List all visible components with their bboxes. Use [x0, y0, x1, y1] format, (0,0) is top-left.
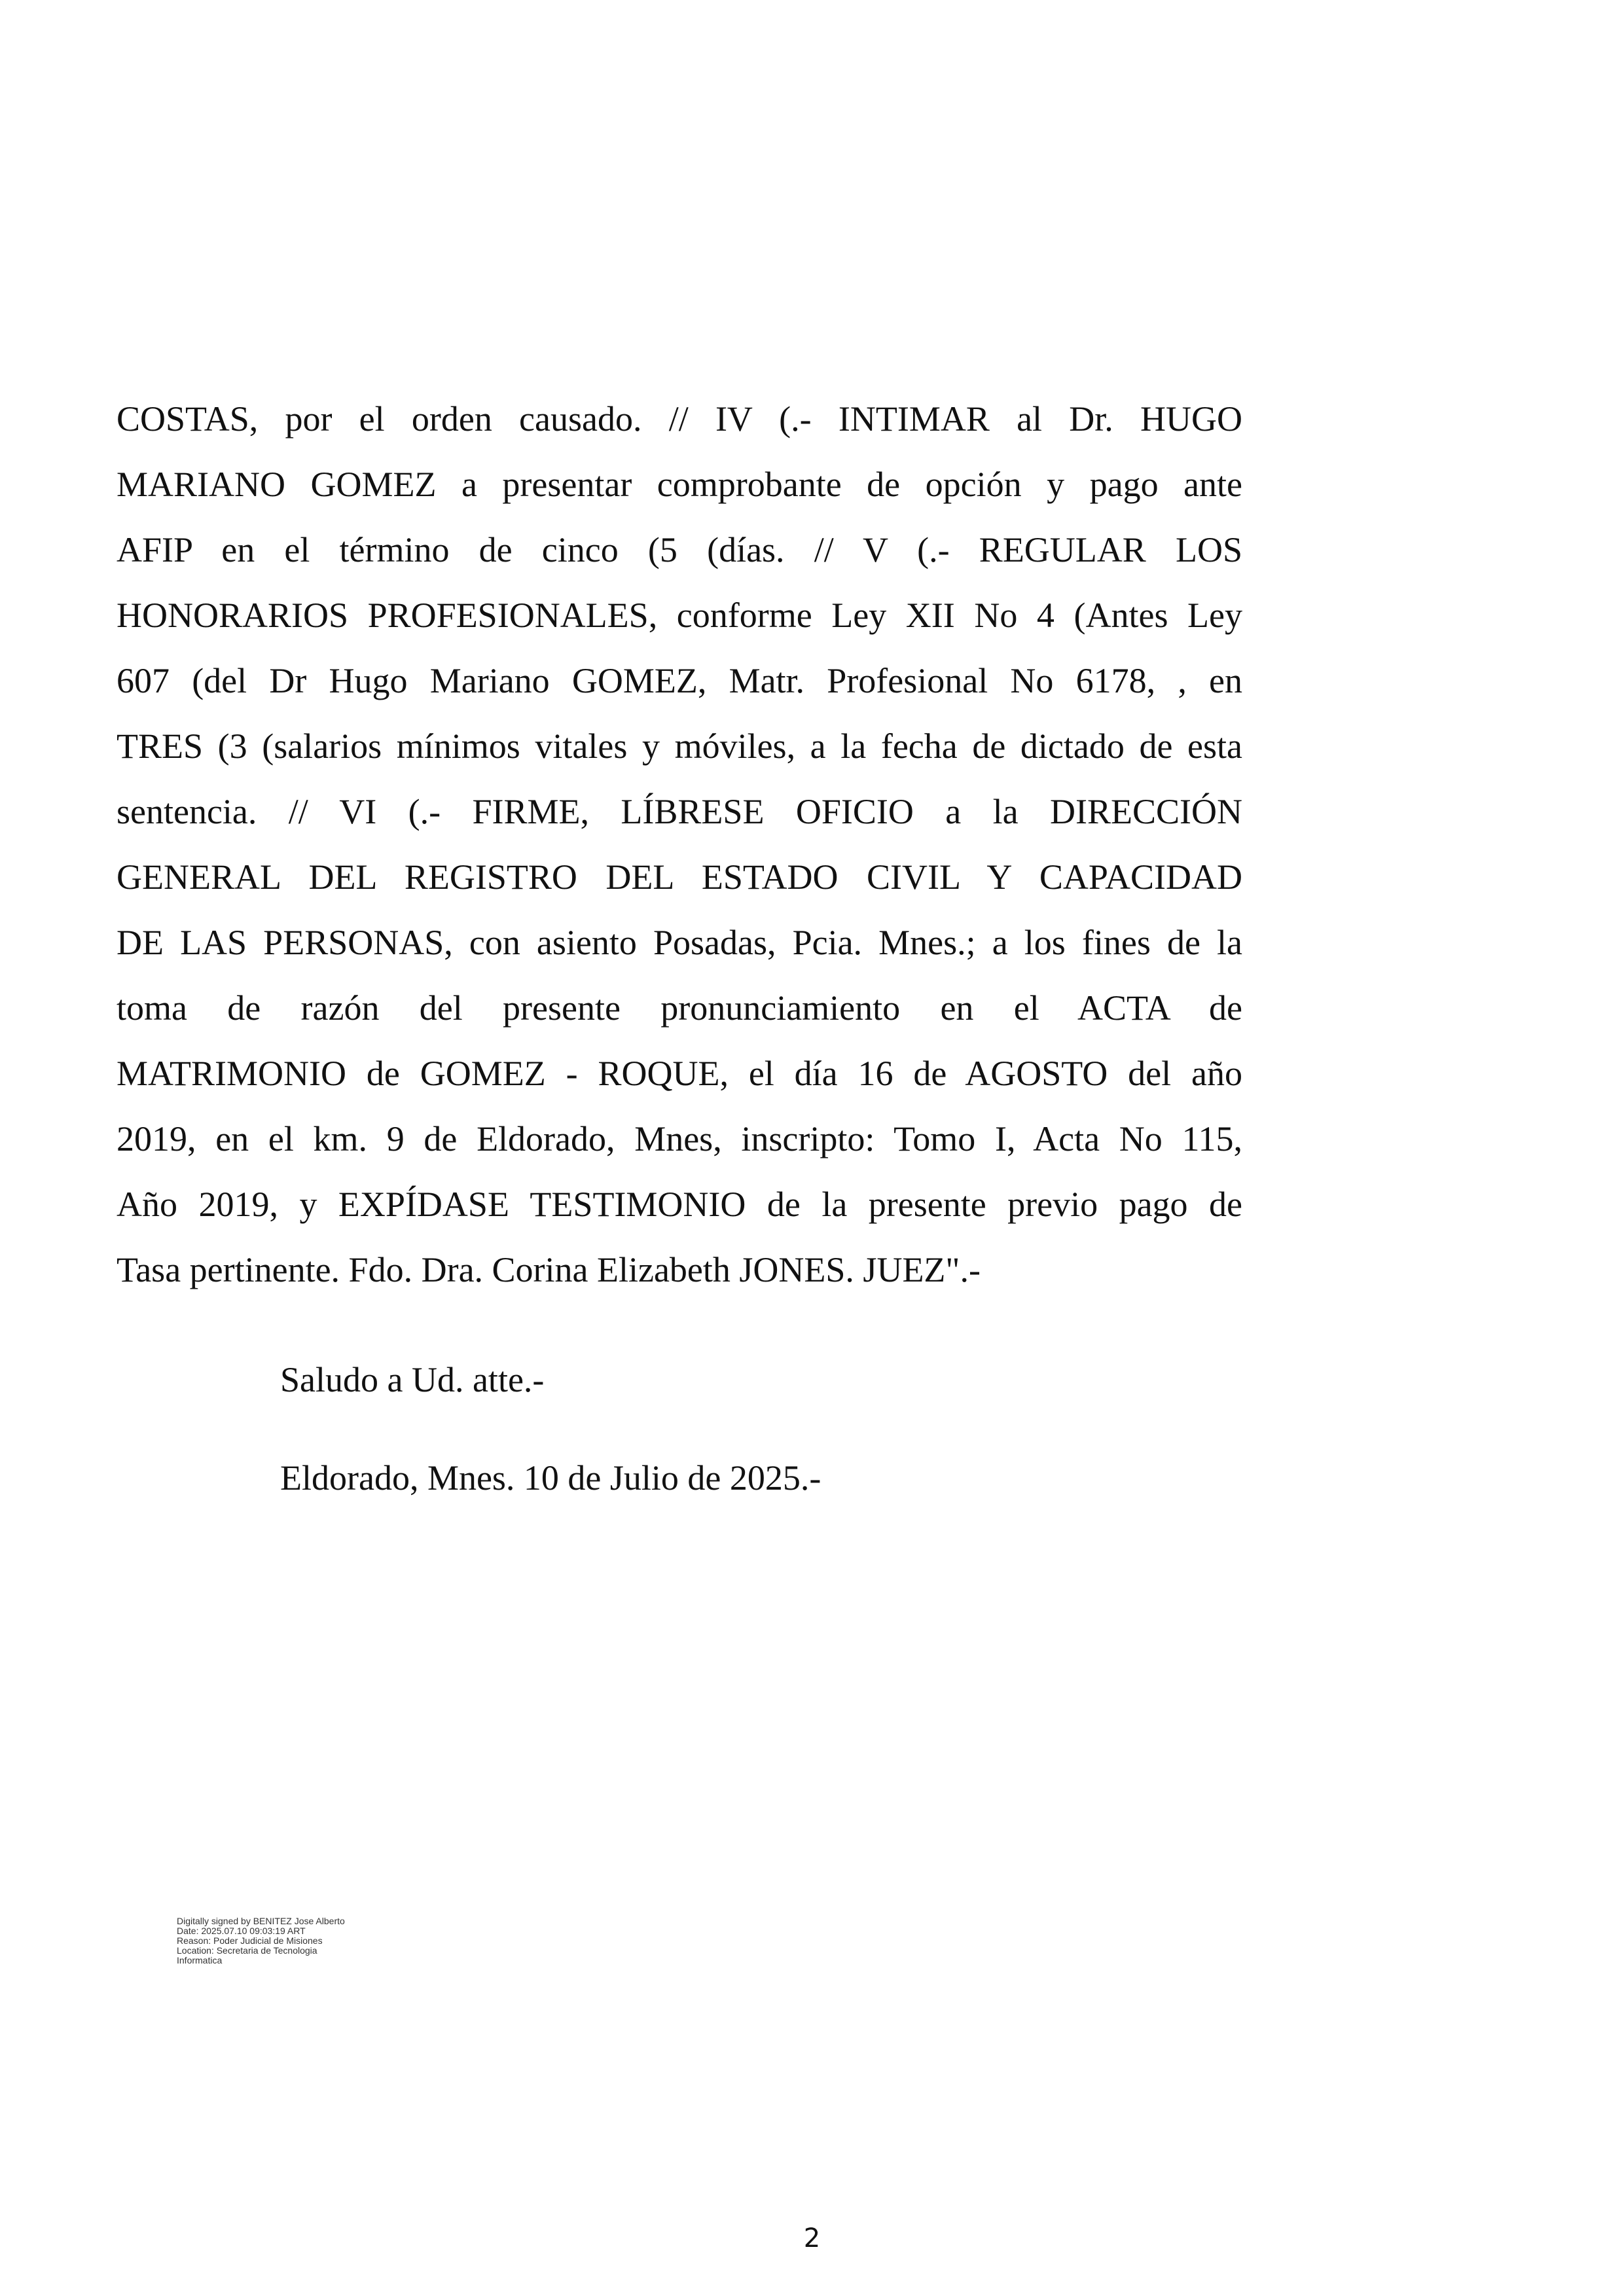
text-line: toma de razón del presente pronunciamiento en el ACTA de: [117, 988, 1242, 1028]
signature-location-continued: Informatica: [177, 1955, 223, 1965]
text-line: DE LAS PERSONAS, con asiento Posadas, Pcia. Mnes.; a los fines de la: [117, 923, 1242, 962]
text-line: sentencia. // VI (.- FIRME, LÍBRESE OFICIO a la DIRECCIÓN: [117, 792, 1242, 831]
text-line: 607 (del Dr Hugo Mariano GOMEZ, Matr. Profesional No 6178, , en: [117, 661, 1242, 700]
text-line: 2019, en el km. 9 de Eldorado, Mnes, inscripto: Tomo I, Acta No 115,: [117, 1119, 1242, 1158]
digital-signature-block: [177, 1916, 345, 1965]
text-line: GENERAL DEL REGISTRO DEL ESTADO CIVIL Y CAPACIDAD: [117, 857, 1242, 897]
signature-date: Date: 2025.07.10 09:03:19 ART: [177, 1926, 306, 1936]
text-line: COSTAS, por el orden causado. // IV (.- INTIMAR al Dr. HUGO: [117, 399, 1242, 439]
signature-reason: Reason: Poder Judicial de Misiones: [177, 1935, 323, 1946]
page-number: 2: [803, 2223, 821, 2253]
closing-greeting: Saludo a Ud. atte.-: [280, 1360, 545, 1399]
place-and-date: Eldorado, Mnes. 10 de Julio de 2025.-: [280, 1458, 821, 1498]
text-line: Tasa pertinente. Fdo. Dra. Corina Elizabeth JONES. JUEZ".-: [117, 1250, 981, 1289]
text-line: MARIANO GOMEZ a presentar comprobante de opción y pago ante: [117, 465, 1242, 504]
text-line: MATRIMONIO de GOMEZ - ROQUE, el día 16 de AGOSTO del año: [117, 1054, 1242, 1093]
signature-signer: Digitally signed by BENITEZ Jose Alberto: [177, 1916, 345, 1926]
text-line: TRES (3 (salarios mínimos vitales y móviles, a la fecha de dictado de esta: [117, 726, 1242, 766]
text-line: Año 2019, y EXPÍDASE TESTIMONIO de la presente previo pago de: [117, 1185, 1242, 1224]
text-line: AFIP en el término de cinco (5 (días. // V (.- REGULAR LOS: [117, 530, 1242, 569]
signature-location: Location: Secretaria de Tecnologia: [177, 1945, 317, 1956]
text-line: HONORARIOS PROFESIONALES, conforme Ley XII No 4 (Antes Ley: [117, 596, 1242, 635]
sentence-text: [117, 386, 1242, 1302]
